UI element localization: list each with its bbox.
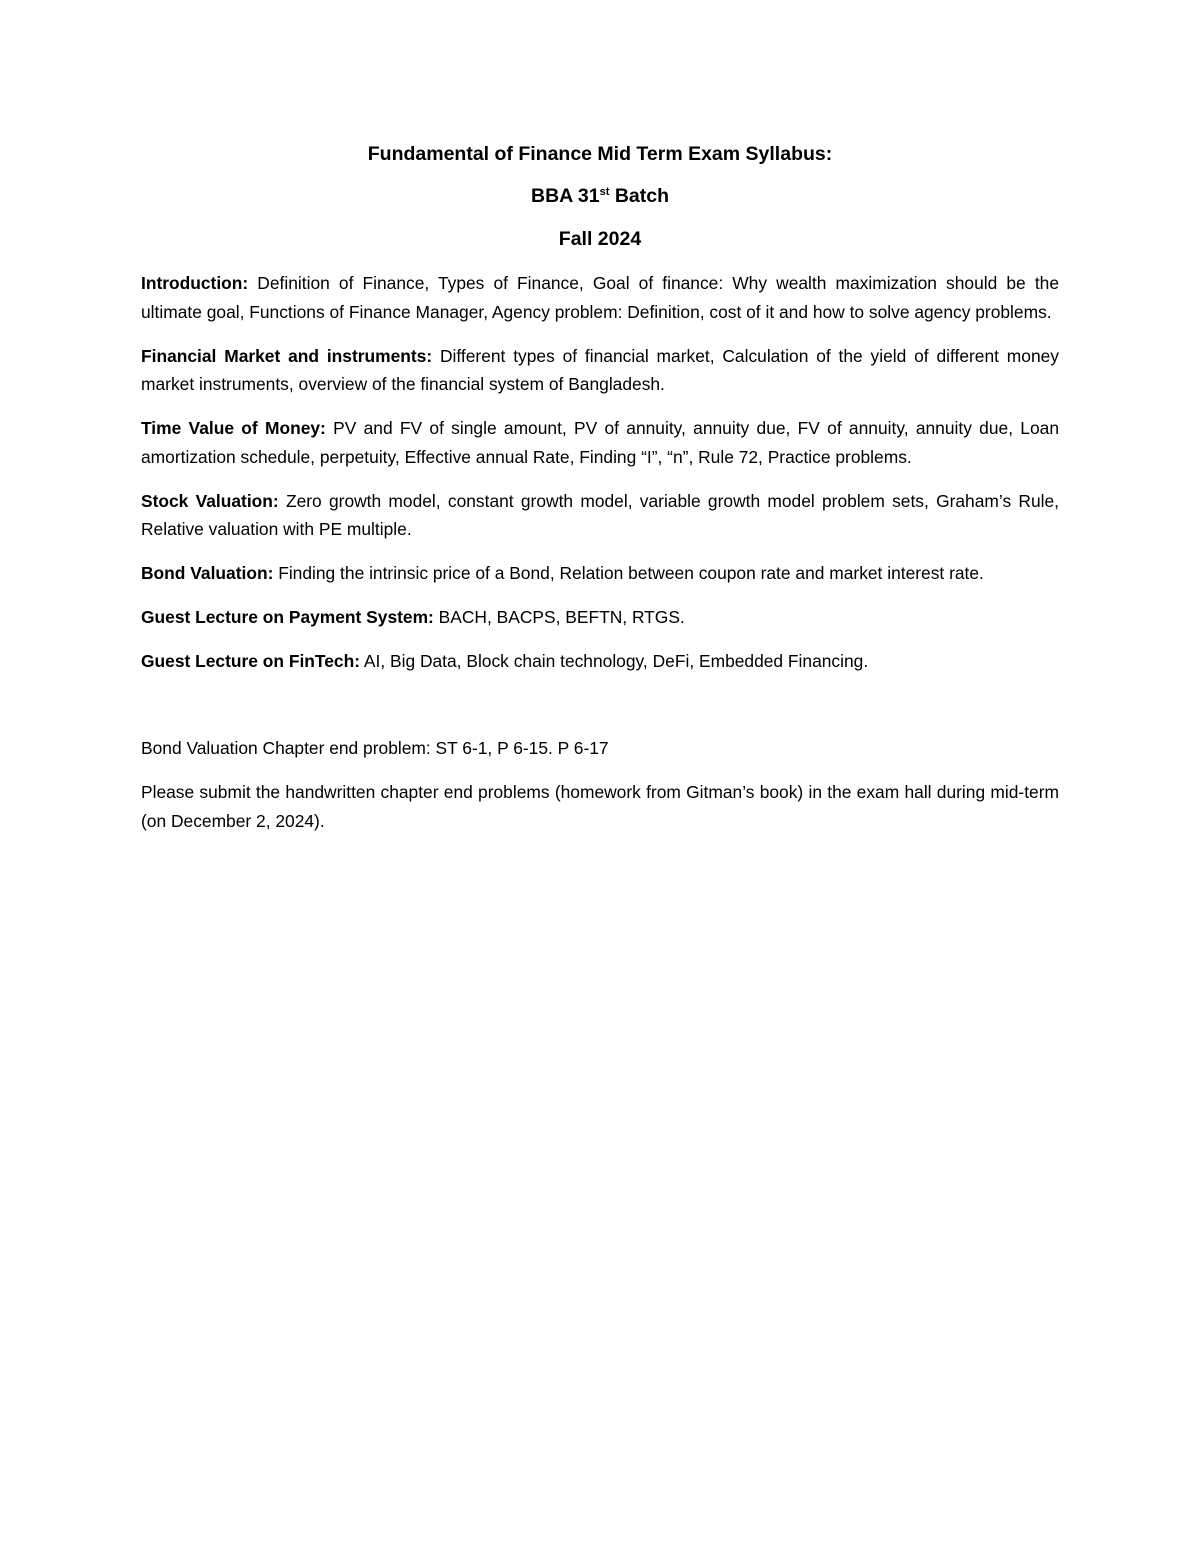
section-text: Zero growth model, constant growth model, variable growth model problem sets, Graham’s Rule, Relative valuation with PE multiple.	[141, 490, 1059, 539]
submission-note: Please submit the handwritten chapter end problems (homework from Gitman’s book) in the exam hall during mid-term (on December 2, 2024).	[141, 782, 1059, 831]
batch-prefix: BBA 31	[530, 185, 600, 207]
batch-heading	[0, 184, 1200, 208]
section-text: Definition of Finance, Types of Finance, Goal of finance: Why wealth maximization should be the ultimate goal, Functions of Finance Manager, Agency problem: Definition, cost of it and how to solve agency problems.	[141, 273, 1059, 322]
term-heading: Fall 2024	[558, 228, 642, 250]
section-text: AI, Big Data, Block chain technology, DeFi, Embedded Financing.	[360, 651, 869, 671]
syllabus-body	[141, 269, 1059, 851]
section-label: Time Value of Money:	[141, 418, 326, 438]
batch-ordinal-suffix: st	[599, 186, 610, 198]
section-payment-system-lecture	[141, 603, 1059, 632]
document-title: Fundamental of Finance Mid Term Exam Syllabus:	[367, 143, 833, 165]
section-financial-market	[141, 342, 1059, 399]
blank-line	[141, 691, 1059, 734]
section-label: Introduction:	[141, 273, 249, 293]
section-bond-valuation	[141, 559, 1059, 588]
section-fintech-lecture	[141, 647, 1059, 676]
section-label: Bond Valuation:	[141, 563, 274, 583]
section-text: Different types of financial market, Calculation of the yield of different money market instruments, overview of the financial system of Bangladesh.	[141, 345, 1059, 394]
section-stock-valuation	[141, 487, 1059, 544]
section-label: Financial Market and instruments:	[141, 345, 433, 366]
section-time-value-of-money	[141, 414, 1059, 471]
batch-after: Batch	[609, 185, 670, 207]
section-text: BACH, BACPS, BEFTN, RTGS.	[433, 607, 685, 627]
section-text: PV and FV of single amount, PV of annuity, annuity due, FV of annuity, annuity due, Loan amortization schedule, perpetuity, Effective annual Rate, Finding “I”, “n”, Rule 72, Practice problems.	[141, 418, 1059, 467]
section-label: Stock Valuation:	[141, 490, 279, 511]
section-text: Finding the intrinsic price of a Bond, Relation between coupon rate and market interest rate.	[273, 563, 984, 583]
section-introduction	[141, 269, 1059, 326]
section-label: Guest Lecture on Payment System:	[141, 607, 434, 627]
chapter-end-note: Bond Valuation Chapter end problem: ST 6-1, P 6-15. P 6-17	[141, 738, 609, 758]
section-label: Guest Lecture on FinTech:	[141, 651, 361, 671]
